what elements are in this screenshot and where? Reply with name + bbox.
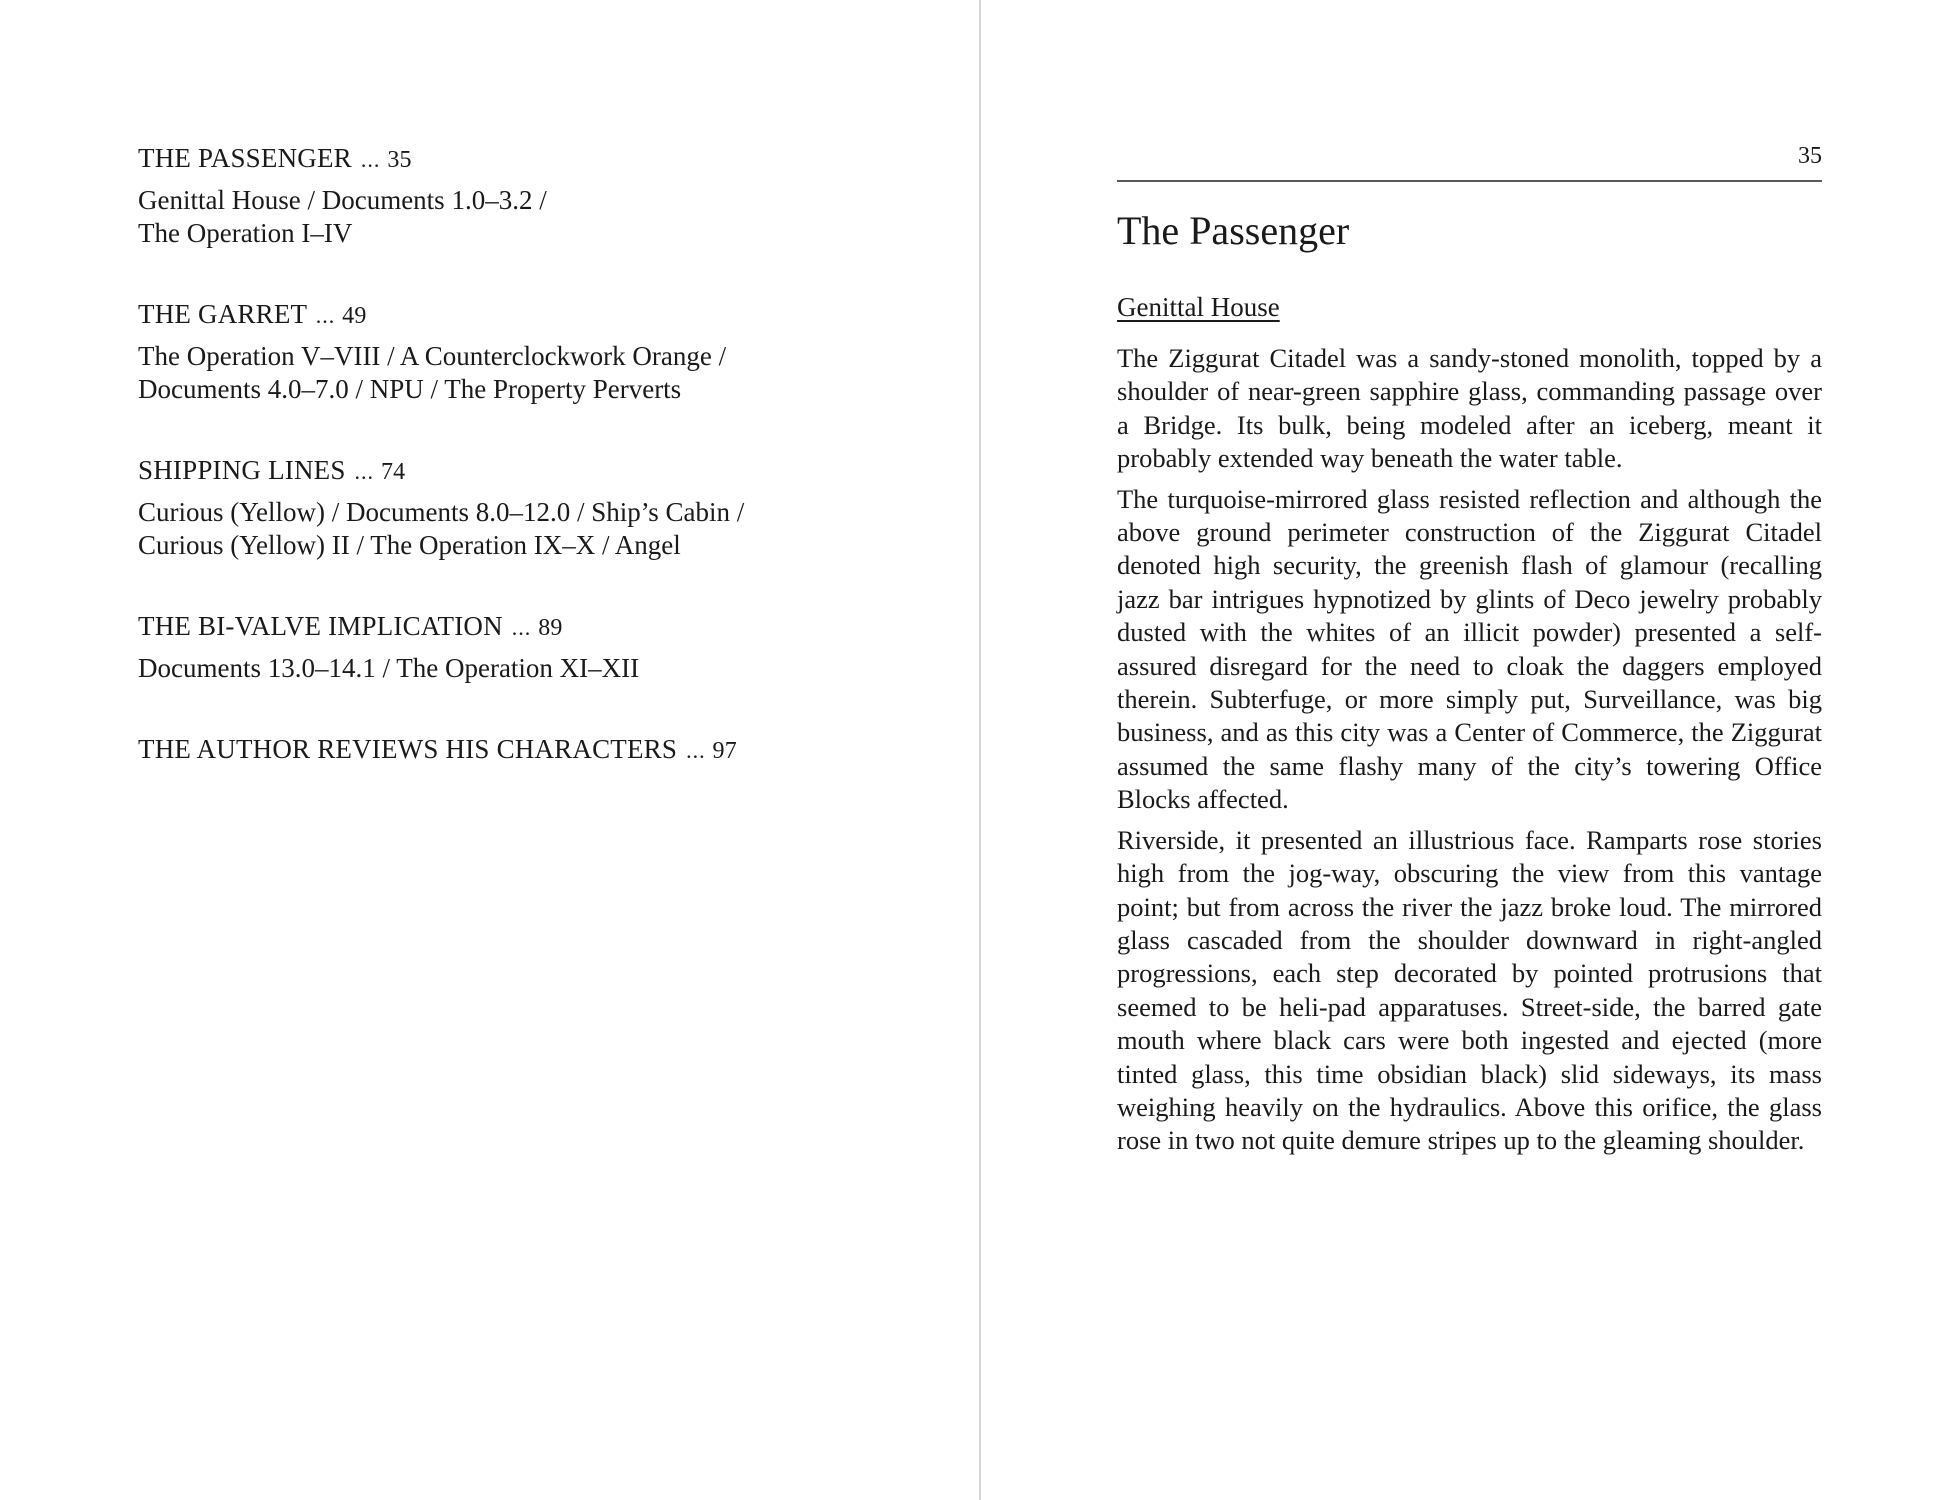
toc-subtitle: The Operation V–VIII / A Counterclockwork Orange / Documents 4.0–7.0 / NPU / The Property Perverts [138,341,727,404]
chapter-page [1117,140,1822,1165]
paragraph: The turquoise-mirrored glass resisted reflection and although the above ground perimeter construction of the Ziggurat Citadel denoted high security, the greenish flash of glamour (recalling jazz bar intrigues hypnotized by glints of Deco jewelry probably dusted with the whites of an illicit powder) presented a self-assured disregard for the need to cloak the daggers employed therein. Subterfuge, or more simply put, Surveillance, was big business, and as this city was a Center of Commerce, the Ziggurat assumed the same flashy many of the city’s towering Office Blocks affected. [1117,483,1822,815]
page-number: 35 [1798,143,1822,169]
toc-leader-dots: ... [315,303,336,328]
toc-title: THE PASSENGER [138,143,352,173]
toc-heading [138,608,898,646]
toc-subtitle: Genittal House / Documents 1.0–3.2 / The Operation I–IV [138,185,547,248]
paragraph: Riverside, it presented an illustrious face. Ramparts rose stories high from the jog-way, obscuring the view from this vantage point; but from across the river the jazz broke loud. The mirrored glass cascaded from the shoulder downward in right-angled progressions, each step decorated by pointed protrusions that seemed to be heli-pad apparatuses. Street-side, the barred gate mouth where black cars were both ingested and ejected (more tinted glass, this time obsidian black) slid sideways, its mass weighing heavily on the hydraulics. Above this orifice, the glass rose in two not quite demure stripes up to the gleaming shoulder. [1117,824,1822,1156]
toc-page-number: 97 [712,738,737,764]
toc-page-number: 49 [342,303,367,329]
toc-leader-dots: ... [511,615,532,640]
toc-heading [138,296,898,334]
toc-title: SHIPPING LINES [138,455,346,485]
toc-page-number: 74 [380,459,406,485]
toc-leader-dots: ... [354,459,375,484]
paragraph: The Ziggurat Citadel was a sandy-stoned monolith, topped by a shoulder of near-green sapphire glass, commanding passage over a Bridge. Its bulk, being modeled after an iceberg, meant it probably extended way beneath the water table. [1117,343,1822,474]
toc-title: THE BI-VALVE IMPLICATION [138,611,503,641]
chapter-title: The Passenger [1117,208,1350,253]
toc-leader-dots: ... [360,147,381,172]
toc-title: THE AUTHOR REVIEWS HIS CHARACTERS [138,734,678,764]
toc-entry[interactable] [138,452,898,562]
toc-entry[interactable] [138,296,898,406]
page-gutter-divider [979,0,981,1500]
toc-page-number: 89 [538,615,563,641]
toc-heading [138,140,898,178]
section-title: Genittal House [1117,292,1280,322]
toc-entry[interactable] [138,608,898,685]
table-of-contents [138,140,898,815]
toc-entry[interactable] [138,731,898,769]
toc-heading [138,731,898,769]
toc-title: THE GARRET [138,299,307,329]
toc-subtitle: Curious (Yellow) / Documents 8.0–12.0 / Ship’s Cabin / Curious (Yellow) II / The Operation IX–X / Angel [138,497,745,560]
toc-heading [138,452,898,490]
running-head [1117,140,1822,182]
toc-entry[interactable] [138,140,898,250]
body-text [1117,342,1822,1158]
toc-subtitle: Documents 13.0–14.1 / The Operation XI–XII [138,653,640,683]
toc-page-number: 35 [387,147,412,173]
toc-leader-dots: ... [686,738,706,763]
